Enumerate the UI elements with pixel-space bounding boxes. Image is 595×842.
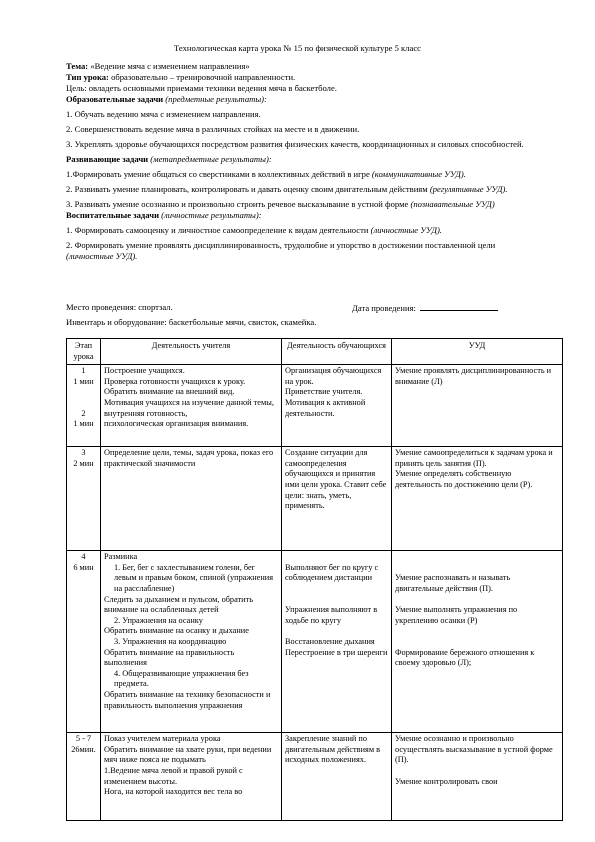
stage-cell <box>67 551 101 733</box>
edu-task-2: 2. Совершенствовать ведение мяча в различных стойках на месте и в движении. <box>66 124 360 134</box>
teacher-cell <box>101 365 282 447</box>
students-cell <box>282 365 392 447</box>
teacher-text: 4. Общеразвивающие упражнения без предмета. <box>114 668 249 689</box>
uud-cell <box>392 733 563 821</box>
dev-task-3-note: (познавательные УУД) <box>410 199 495 209</box>
students-text: Создание ситуации для самоопределения обучающихся и принятия ими цели урока. Ставит себе цели: знать, уметь, применять. <box>285 448 387 511</box>
teacher-text: 1. Бег, бег с захлестыванием голени, бег левым и правым боком, спиной (упражнения на расслабление) <box>114 562 274 593</box>
stage-duration: 2 мин <box>73 458 94 468</box>
type-line <box>66 72 536 83</box>
goal-line: Цель: овладеть основными приемами техники ведения мяча в баскетболе. <box>66 83 337 93</box>
type-value: образовательно – тренировочной направленности. <box>108 72 296 82</box>
pers-task-1-note: (личностные УУД). <box>370 225 442 235</box>
teacher-text: Обратить внимание на правильность выполнения <box>104 647 235 668</box>
stage-duration: 26мин. <box>71 744 96 754</box>
students-text: Перестроение в три шеренги <box>285 647 388 657</box>
stage-number: 1 <box>81 366 86 376</box>
pers-tasks-note: (личностные результаты): <box>159 210 262 220</box>
edu-task-1: 1. Обучать ведению мяча с изменением направления. <box>66 109 261 119</box>
topic-value: «Ведение мяча с изменением направления» <box>88 61 250 71</box>
students-cell <box>282 447 392 551</box>
col-header-stage: Этап урока <box>67 339 101 365</box>
students-text: Организация обучающихся на урок. <box>285 366 382 386</box>
dev-task-1 <box>66 169 536 180</box>
dev-task-1-text: 1.Формировать умение общаться со сверстниками в коллективных действий в игре <box>66 169 372 179</box>
teacher-text: Обратить внимание на хвате руки, при ведении мяч ниже пояса не подымать <box>104 744 272 765</box>
dev-tasks-note: (метапредметные результаты): <box>148 154 272 164</box>
teacher-text: 1.Ведение мяча левой и правой рукой с изменением высоты. <box>104 765 243 786</box>
teacher-text: Мотивация учащихся на изучение данной темы, внутренняя готовность, <box>104 397 274 418</box>
type-label: Тип урока: <box>66 72 109 82</box>
uud-text: Умение проявлять дисциплинированность и внимание (Л) <box>395 366 552 386</box>
table-row <box>67 365 563 447</box>
dev-task-2-text: 2. Развивать умение планировать, контролировать и давать оценку своим двигательным действиям <box>66 184 430 194</box>
place-line: Место проведения: спортзал. <box>66 302 173 312</box>
pers-task-2-text: 2. Формировать умение проявлять дисциплинированность, трудолюбие и упорство в достижении поставленной цели <box>66 240 496 250</box>
teacher-cell <box>101 551 282 733</box>
uud-cell <box>392 365 563 447</box>
uud-text: Умение самоопределиться к задачам урока и принять цель занятия (П). <box>395 448 553 468</box>
students-cell <box>282 551 392 733</box>
teacher-text: Обратить внимание на внешний вид. <box>104 387 235 397</box>
pers-task-1 <box>66 225 536 236</box>
col-header-students: Деятельность обучающихся <box>282 339 392 365</box>
dev-task-2-note: (регулятивные УУД). <box>429 184 508 194</box>
students-text: Приветствие учителя. <box>285 387 363 397</box>
col-header-uud: УУД <box>392 339 563 365</box>
edu-tasks-heading <box>66 94 536 105</box>
pers-task-2-note: (личностные УУД). <box>66 251 138 261</box>
pers-tasks-heading <box>66 210 536 221</box>
dev-task-1-note: (коммуникативные УУД). <box>371 169 466 179</box>
teacher-text: 2. Упражнения на осанку <box>114 615 203 625</box>
pers-tasks-label: Воспитательные задачи <box>66 210 160 220</box>
dev-tasks-heading <box>66 154 536 165</box>
date-blank <box>420 302 498 311</box>
table-header-row <box>67 339 563 365</box>
teacher-text: Обратить внимание на технику безопасности и правильность выполнения упражнения <box>104 689 271 710</box>
uud-text: Умение контролировать свои <box>395 776 498 786</box>
edu-task-3: 3. Укреплять здоровье обучающихся посредством развития физических качеств, координационных и силовых способностей. <box>66 139 524 149</box>
students-cell <box>282 733 392 821</box>
lesson-table <box>66 338 563 821</box>
uud-text: Умение распознавать и называть двигательные действия (П). <box>395 573 511 593</box>
teacher-text: Проверка готовности учащихся к уроку. <box>104 376 246 386</box>
teacher-cell <box>101 447 282 551</box>
pers-task-2 <box>66 240 536 262</box>
teacher-text: Нога, на которой находится вес тела во <box>104 787 243 797</box>
stage-cell <box>67 447 101 551</box>
uud-text: Умение определять собственную деятельность по достижению цели (Р). <box>395 469 533 489</box>
edu-tasks-label: Образовательные задачи <box>66 94 164 104</box>
students-text: Восстановление дыхания <box>285 636 375 646</box>
teacher-text: Разминка <box>104 552 138 562</box>
students-text: Упражнения выполняют в ходьбе по кругу <box>285 605 378 625</box>
dev-task-3-text: 3. Развивать умение осознанно и произвольно строить речевое высказывание в устной форме <box>66 199 411 209</box>
students-text: Выполняют бег по кругу с соблюдением дистанции <box>285 562 379 583</box>
stage-number: 5 - 7 <box>75 734 92 744</box>
edu-tasks-note: (предметные результаты): <box>163 94 267 104</box>
stage-number: 3 <box>81 448 86 458</box>
stage-cell <box>67 733 101 821</box>
stage-cell <box>67 365 101 447</box>
table-row <box>67 733 563 821</box>
teacher-text: психологическая организация внимания. <box>104 419 249 429</box>
uud-text: Умение осознанно и произвольно осуществлять высказывание в устной форме (П). <box>395 734 553 765</box>
table-row <box>67 447 563 551</box>
lesson-header <box>66 61 536 262</box>
students-text: Мотивация к активной деятельности. <box>285 397 366 418</box>
students-text: Закрепление знаний по двигательным действиям в исходных положениях. <box>285 734 381 765</box>
document-title: Технологическая карта урока № 15 по физической культуре 5 класс <box>174 43 421 53</box>
stage-number: 4 <box>81 552 86 562</box>
col-header-teacher: Деятельность учителя <box>101 339 282 365</box>
dev-tasks-label: Развивающие задачи <box>66 154 149 164</box>
uud-text: Формирование бережного отношения к своему здоровью (Л); <box>395 647 535 668</box>
teacher-text: Построение учащихся. <box>104 366 185 376</box>
date-label: Дата проведения: <box>352 303 416 313</box>
dev-task-2 <box>66 184 536 195</box>
uud-cell <box>392 447 563 551</box>
teacher-text: Показ учителем материала урока <box>104 734 221 744</box>
uud-cell <box>392 551 563 733</box>
dev-task-3 <box>66 199 536 210</box>
uud-text: Умение выполнять упражнения по укреплению осанки (Р) <box>395 605 518 625</box>
table-row <box>67 551 563 733</box>
stage-duration: 1 мин <box>73 419 94 429</box>
inventory-line: Инвентарь и оборудование: баскетбольные мячи, свисток, скамейка. <box>66 317 317 327</box>
teacher-text: Обратить внимание на осанку и дыхание <box>104 626 249 636</box>
stage-number: 2 <box>81 408 86 418</box>
date-line <box>352 302 498 313</box>
teacher-cell <box>101 733 282 821</box>
pers-task-1-text: 1. Формировать самооценку и личностное самоопределение к видам деятельности <box>66 225 371 235</box>
teacher-text: 3. Упражнения на координацию <box>114 636 227 646</box>
teacher-text: Определение цели, темы, задач урока, показ его практической значимости <box>104 448 274 468</box>
stage-duration: 6 мин <box>73 562 94 572</box>
stage-duration: 1 мин <box>73 376 94 386</box>
topic-label: Тема: <box>66 61 89 71</box>
teacher-text: Следить за дыханием и пульсом, обратить внимание на ослабленных детей <box>104 594 254 615</box>
topic-line <box>66 61 536 72</box>
